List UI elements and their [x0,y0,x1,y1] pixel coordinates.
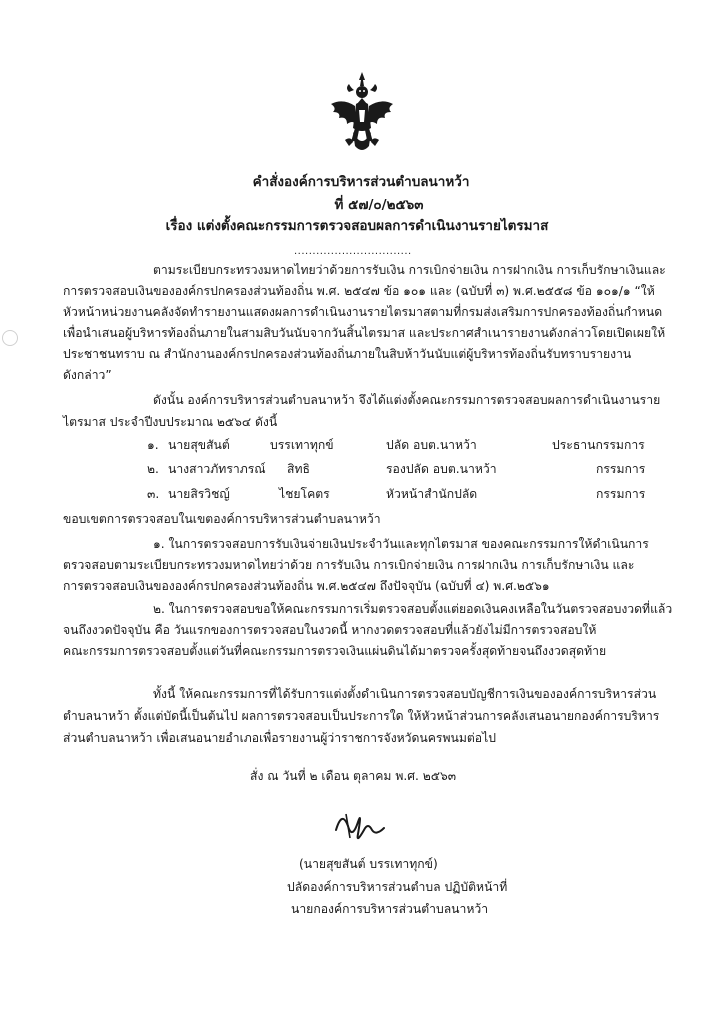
item1-line: ๑. ในการตรวจสอบการรับเงินจ่ายเงินประจำวันและทุกไตรมาส ของคณะกรรมการให้ดำเนินการ [153,537,649,551]
intro-line: ดังกล่าว” [63,368,112,382]
committee-position: ปลัด อบต.นาหว้า [386,438,477,452]
order-subject: เรื่อง แต่งตั้งคณะกรรมการตรวจสอบผลการดำเนินงานรายไตรมาส [165,218,549,234]
committee-position: รองปลัด อบต.นาหว้า [386,462,497,476]
committee-surname: ไชยโคตร [279,487,330,501]
signer-title: นายกองค์การบริหารส่วนตำบลนาหว้า [291,902,489,916]
committee-surname: บรรเทาทุกข์ [270,438,334,452]
handwritten-signature [328,800,388,848]
intro-line: ประชาชนทราบ ณ สำนักงานองค์กรปกครองส่วนท้องถิ่นภายในสิบห้าวันนับแต่ผู้บริหารท้องถิ่นรับทราบรายงาน [63,347,632,361]
item2-line: ๒. ในการตรวจสอบขอให้คณะกรรมการเริ่มตรวจสอบตั้งแต่ยอดเงินคงเหลือในวันตรวจสอบงวดที่แล้ว [153,602,673,616]
closing-line: ทั้งนี้ ให้คณะกรรมการที่ได้รับการแต่งตั้งดำเนินการตรวจสอบบัญชีการเงินขององค์การบริหารส่วน [153,687,657,701]
item1-line: ตรวจสอบตามระเบียบกระทรวงมหาดไทยว่าด้วย การรับเงิน การเบิกจ่ายเงิน การฝากเงิน การเก็บรักษาเงิน และ [63,558,635,572]
committee-no: ๑. [147,438,159,452]
intro-line: เพื่อนำเสนอผู้บริหารท้องถิ่นภายในสามสิบวันนับจากวันสิ้นไตรมาส และประกาศสำเนารายงานดังกล่าวโดยเปิดเผยให้ [63,326,666,340]
intro-line: หัวหน้าหน่วยงานคลังจัดทำรายงานแสดงผลการดำเนินงานรายไตรมาสตามที่กรมส่งเสริมการปกครองท้องถิ่นกำหนด [63,305,663,319]
committee-no: ๓. [147,487,160,501]
committee-role: ประธานกรรมการ [552,438,645,452]
committee-name: นางสาวภัทราภรณ์ [168,462,266,476]
order-number: ที่ ๕๗/๐/๒๕๖๓ [334,197,424,213]
closing-line: ตำบลนาหว้า ตั้งแต่บัดนี้เป็นต้นไป ผลการตรวจสอบเป็นประการใด ให้หัวหน้าส่วนการคลังเสนอนายกองค์การบริหาร [63,709,660,723]
committee-name: นายสิรวิชญ์ [168,487,230,501]
punch-hole-mark [2,330,18,346]
garuda-emblem [327,70,397,154]
committee-surname: สิทธิ [287,462,310,476]
committee-role: กรรมการ [596,487,646,501]
signer-name: (นายสุขสันต์ บรรเทาทุกข์) [299,857,438,871]
committee-no: ๒. [147,462,159,476]
item1-line: การตรวจสอบเงินขององค์กรปกครองส่วนท้องถิ่น พ.ศ.๒๕๔๗ ถึงปัจจุบัน (ฉบับที่ ๔) พ.ศ.๒๕๖๑ [63,579,550,593]
committee-position: หัวหน้าสำนักปลัด [386,487,478,501]
intro-line: การตรวจสอบเงินขององค์กรปกครองส่วนท้องถิ่น พ.ศ. ๒๕๔๗ ข้อ ๑๐๑ และ (ฉบับที่ ๓) พ.ศ.๒๕๕๘ ข้อ ๑๐๑/๑ “ให้ [63,284,655,298]
appoint-line: ดังนั้น องค์การบริหารส่วนตำบลนาหว้า จึงได้แต่งตั้งคณะกรรมการตรวจสอบผลการดำเนินงานราย [153,393,661,407]
separator-line: ................................ [294,246,412,257]
item2-line: คณะกรรมการตรวจสอบตั้งแต่วันที่คณะกรรมการตรวจเงินแผ่นดินได้มาตรวจครั้งสุดท้ายจนถึงงวดสุดท้าย [63,644,607,658]
item2-line: จนถึงงวดปัจจุบัน คือ วันแรกของการตรวจสอบในงวดนี้ หากงวดตรวจสอบที่แล้วยังไม่มีการตรวจสอบให้ [63,623,597,637]
scope-line: ขอบเขตการตรวจสอบในเขตองค์การบริหารส่วนตำบลนาหว้า [63,512,381,526]
committee-name: นายสุขสันต์ [168,438,230,452]
closing-line: ส่วนตำบลนาหว้า เพื่อเสนอนายอำเภอเพื่อรายงานผู้ว่าราชการจังหวัดนครพนมต่อไป [63,731,496,745]
committee-role: กรรมการ [596,462,646,476]
intro-line: ตามระเบียบกระทรวงมหาดไทยว่าด้วยการรับเงิน การเบิกจ่ายเงิน การฝากเงิน การเก็บรักษาเงินและ [153,263,666,277]
order-title: คำสั่งองค์การบริหารส่วนตำบลนาหว้า [252,174,470,190]
appoint-line: ไตรมาส ประจำปีงบประมาณ ๒๕๖๔ ดังนี้ [63,415,278,429]
signer-title: ปลัดองค์การบริหารส่วนตำบล ปฏิบัติหน้าที่ [287,880,508,894]
order-date: สั่ง ณ วันที่ ๒ เดือน ตุลาคม พ.ศ. ๒๕๖๓ [250,769,457,783]
